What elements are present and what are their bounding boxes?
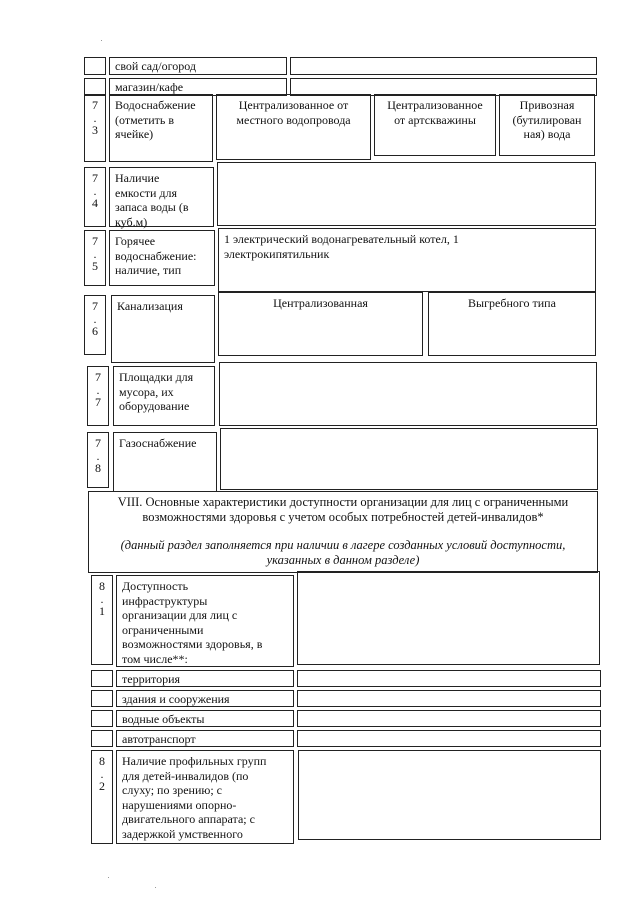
row-value-garden[interactable] [290,57,597,75]
hot-water-label: Горячее водоснабжение: наличие, тип [109,230,215,286]
row-number-7-3: 7 . 3 [84,94,106,162]
row-number-7-4: 7 . 4 [84,167,106,227]
row-number-8-2: 8 . 2 [91,750,113,844]
row-number-8-1: 8 . 1 [91,575,113,665]
water-supply-label: Водоснабжение (отметить в ячейке) [109,94,213,162]
row-number-7-8: 7 . 8 [87,432,109,488]
sewage-option-cesspool[interactable]: Выгребного типа [428,292,596,356]
subitem-num-empty [91,670,113,687]
section-8-note: (данный раздел заполняется при наличии в лагере созданных условий доступности, указанных в данном разделе) [120,538,566,567]
subitem-buildings: здания и сооружения [116,690,294,707]
subitem-transport-value[interactable] [297,730,601,747]
garbage-label: Площадки для мусора, их оборудование [113,366,215,426]
water-option-artesian[interactable]: Централизованное от артскважины [374,94,496,156]
hot-water-value[interactable]: 1 электрический водонагревательный котел, 1 электрокипятильник [218,228,596,292]
profile-groups-label: Наличие профильных групп для детей-инвалидов (по слуху; по зрению; с нарушениями опорно- двигательного аппарата; с задержкой умственного [116,750,294,844]
row-number-7-5: 7 . 5 [84,230,106,286]
row-number-7-7: 7 . 7 [87,366,109,426]
accessibility-label: Доступность инфраструктуры организации для лиц с ограниченными возможностями здоровья, в том числе**: [116,575,294,667]
section-8-header: VIII. Основные характеристики доступности организации для лиц с ограниченными возможностями здоровья с учетом особых потребностей детей-инвалидов* (данный раздел заполняется при наличии в лагере созданных условий доступности, указанных в данном разделе) [88,491,598,573]
accessibility-value[interactable] [297,571,600,665]
water-option-central-local[interactable]: Централизованное от местного водопровода [216,94,371,160]
row-number-7-6: 7 . 6 [84,295,106,355]
row-num-empty [84,57,106,75]
garbage-value[interactable] [219,362,597,426]
subitem-buildings-value[interactable] [297,690,601,707]
row-label-shop: магазин/кафе [109,78,287,96]
scan-speck [155,887,156,888]
subitem-transport: автотранспорт [116,730,294,747]
subitem-water-objects: водные объекты [116,710,294,727]
profile-groups-value[interactable] [298,750,601,840]
subitem-num-empty [91,690,113,707]
sewage-label: Канализация [111,295,215,363]
sewage-option-central[interactable]: Централизованная [218,292,423,356]
subitem-water-objects-value[interactable] [297,710,601,727]
water-tank-label: Наличие емкости для запаса воды (в куб.м) [109,167,214,227]
subitem-num-empty [91,710,113,727]
scan-speck [101,40,102,41]
row-label-garden: свой сад/огород [109,57,287,75]
subitem-territory: территория [116,670,294,687]
water-option-bottled[interactable]: Привозная (бутилирован ная) вода [499,94,595,156]
subitem-num-empty [91,730,113,747]
gas-value[interactable] [220,428,598,490]
gas-label: Газоснабжение [113,432,217,492]
water-tank-value[interactable] [217,162,596,226]
subitem-territory-value[interactable] [297,670,601,687]
scan-speck [108,877,109,878]
